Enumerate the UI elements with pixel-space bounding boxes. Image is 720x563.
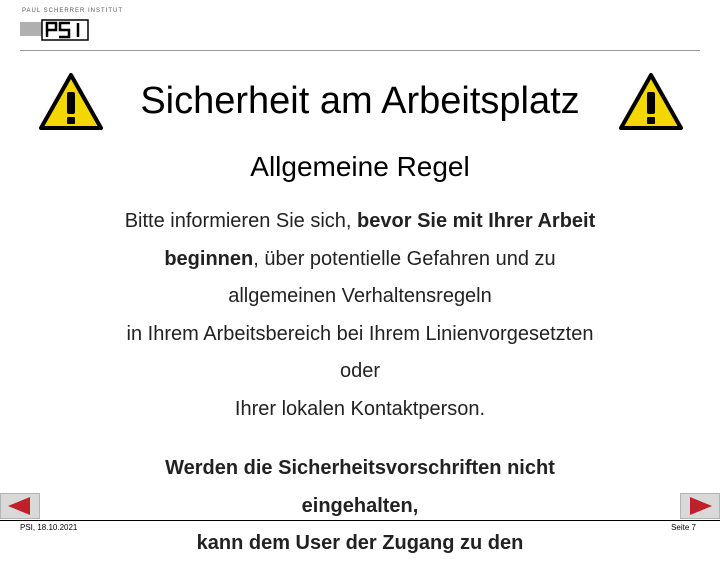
logo-tagline: PAUL SCHERRER INSTITUT bbox=[22, 8, 124, 14]
body-line-6: Ihrer lokalen Kontaktperson. bbox=[234, 397, 486, 420]
body-line-4: in Ihrem Arbeitsbereich bei Ihrem Linienvorgesetzten bbox=[126, 322, 594, 345]
previous-slide-button[interactable] bbox=[0, 493, 40, 519]
warning-triangle-icon bbox=[618, 72, 684, 132]
warning-paragraph bbox=[40, 450, 680, 563]
body-line-2 bbox=[40, 241, 680, 279]
psi-logo bbox=[20, 8, 124, 48]
body-line-5: oder bbox=[339, 360, 381, 382]
arrow-left-icon bbox=[1, 494, 39, 518]
body-text-segment: Bitte informieren Sie sich, bbox=[124, 210, 358, 232]
next-slide-button[interactable] bbox=[680, 493, 720, 519]
arrow-right-icon bbox=[681, 494, 719, 518]
body-emphasis: bevor Sie mit Ihrer Arbeit bbox=[357, 210, 596, 232]
body-text-segment: , über potentielle Gefahren und zu bbox=[253, 247, 556, 270]
psi-wordmark-icon bbox=[20, 18, 90, 44]
warning-line-2: eingehalten, bbox=[301, 494, 419, 517]
warning-line-1: Werden die Sicherheitsvorschriften nicht bbox=[165, 457, 555, 479]
footer-page-number: Seite 7 bbox=[671, 523, 696, 532]
slide-title: Sicherheit am Arbeitsplatz bbox=[140, 80, 580, 122]
warning-line-3: kann dem User der Zugang zu den bbox=[196, 532, 524, 554]
body-line-1 bbox=[40, 203, 680, 241]
slide-subtitle: Allgemeine Regel bbox=[250, 151, 470, 182]
body-emphasis: beginnen bbox=[164, 247, 254, 270]
footer-divider bbox=[0, 520, 720, 521]
header-divider bbox=[20, 50, 700, 51]
body-paragraph bbox=[40, 203, 680, 428]
body-line-3: allgemeinen Verhaltensregeln bbox=[228, 285, 492, 307]
footer-date: PSI, 18.10.2021 bbox=[20, 523, 78, 532]
